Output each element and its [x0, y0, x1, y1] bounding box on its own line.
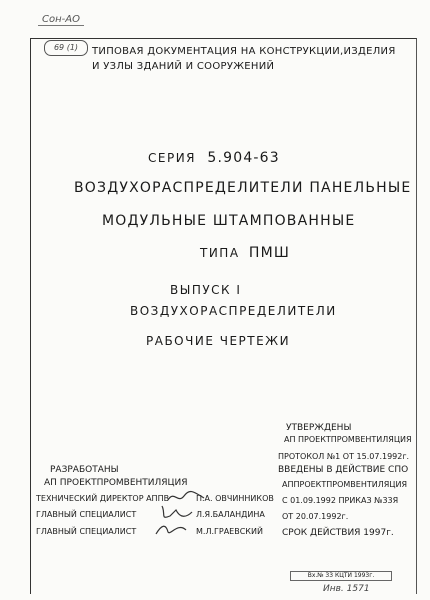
approved-order-date: ОТ 20.07.1992г. — [282, 512, 349, 521]
title-line-2: МОДУЛЬНЫЕ ШТАМПОВАННЫЕ — [102, 213, 356, 229]
header-line-2: И УЗЛЫ ЗДАНИЙ И СООРУЖЕНИЙ — [92, 61, 275, 72]
registration-stamp: Вх.№ 33 КЦТИ 1993г. — [290, 571, 392, 581]
approved-org: АП ПРОЕКТПРОМВЕНТИЛЯЦИЯ — [284, 435, 412, 444]
header-line-1: ТИПОВАЯ ДОКУМЕНТАЦИЯ НА КОНСТРУКЦИИ,ИЗДЕЛИЯ — [92, 46, 396, 57]
developed-name-1: П.А. ОВЧИННИКОВ — [196, 494, 274, 503]
developed-role-2: ГЛАВНЫЙ СПЕЦИАЛИСТ — [36, 510, 137, 519]
series-number: 5.904-63 — [207, 150, 280, 166]
approved-order: С 01.09.1992 ПРИКАЗ №33Я — [282, 496, 399, 505]
issue-title: ВОЗДУХОРАСПРЕДЕЛИТЕЛИ — [130, 304, 337, 318]
signature-3 — [152, 520, 192, 538]
type-prefix: ТИПА — [200, 246, 240, 260]
archive-stamp: 69 (1) — [44, 40, 88, 56]
type-name: ПМШ — [248, 245, 291, 261]
developed-heading: РАЗРАБОТАНЫ — [50, 465, 119, 475]
inventory-handnote: Инв. 1571 — [323, 584, 370, 594]
developed-org: АП ПРОЕКТПРОМВЕНТИЛЯЦИЯ — [44, 478, 188, 488]
developed-role-1: ТЕХНИЧЕСКИЙ ДИРЕКТОР АППВ — [36, 494, 170, 503]
series-label — [148, 150, 280, 166]
title-line-1: ВОЗДУХОРАСПРЕДЕЛИТЕЛИ ПАНЕЛЬНЫЕ — [74, 180, 412, 196]
issue-label: ВЫПУСК I — [170, 283, 242, 297]
developed-name-3: М.Л.ГРАЕВСКИЙ — [196, 527, 263, 536]
approved-heading: УТВЕРЖДЕНЫ — [286, 423, 352, 433]
type-label — [200, 245, 290, 261]
handwritten-stamp-top: Сон-АО — [38, 14, 84, 26]
approved-enacted: ВВЕДЕНЫ В ДЕЙСТВИЕ СПО — [278, 465, 409, 475]
developed-name-2: Л.Я.БАЛАНДИНА — [196, 510, 265, 519]
document-kind: РАБОЧИЕ ЧЕРТЕЖИ — [146, 334, 291, 348]
developed-role-3: ГЛАВНЫЙ СПЕЦИАЛИСТ — [36, 527, 137, 536]
approved-protocol: ПРОТОКОЛ №1 ОТ 15.07.1992г. — [278, 452, 410, 461]
series-prefix: СЕРИЯ — [148, 151, 197, 165]
approved-org-2: АППРОЕКТПРОМВЕНТИЛЯЦИЯ — [282, 480, 408, 489]
approved-validity: СРОК ДЕЙСТВИЯ 1997г. — [282, 528, 394, 538]
